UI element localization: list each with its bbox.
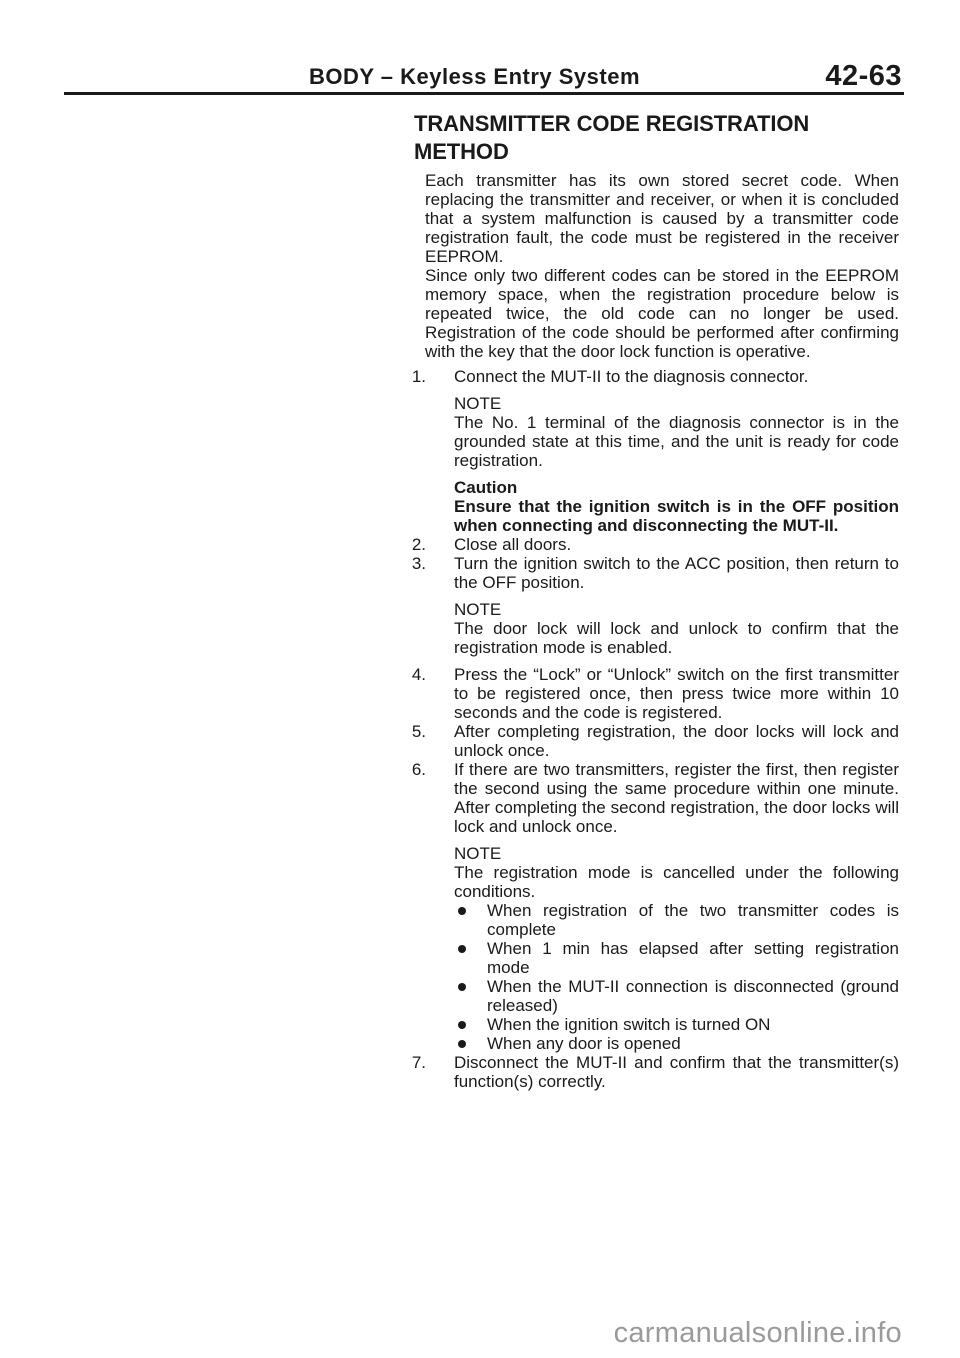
bullet-icon [458,907,466,915]
step-number: 3. [411,554,426,573]
bullet-icon [458,1040,466,1048]
caution-label: Caution [454,478,518,497]
section-title: TRANSMITTER CODE REGISTRATION METHOD [414,111,810,164]
step-text: Disconnect the MUT-II and confirm that the transmitter(s) function(s) correctly. [454,1053,899,1091]
step-number: 5. [411,722,426,741]
content-column [411,110,899,1091]
step-3 [411,554,899,592]
step-7 [411,1053,899,1091]
step-number: 2. [411,535,426,554]
step-4 [411,665,899,722]
bullet-icon [458,983,466,991]
step-text: Connect the MUT-II to the diagnosis connector. [454,367,809,386]
intro-paragraph-1: Each transmitter has its own stored secret code. When replacing the transmitter and receiver, or when it is concluded that a system malfunction is caused by a transmitter code registration fault, the code must be registered in the receiver EEPROM. [425,171,899,266]
note-2-text: The door lock will lock and unlock to confirm that the registration mode is enabled. [454,619,899,657]
step-6 [411,760,899,836]
note-1-label: NOTE [454,394,502,413]
step-text: Turn the ignition switch to the ACC position, then return to the OFF position. [454,554,899,592]
step-text: If there are two transmitters, register the first, then register the second using the same procedure within one minute. After completing the second registration, the door locks will lock and unlock once. [454,760,899,836]
note-3-text: The registration mode is cancelled under the following conditions. [454,863,899,901]
step-text: Press the “Lock” or “Unlock” switch on the first transmitter to be registered once, then press twice more within 10 seconds and the code is registered. [454,665,899,722]
watermark: carmanualsonline.info [613,1317,902,1349]
step-number: 6. [411,760,426,779]
step-1 [411,367,899,386]
step-5 [411,722,899,760]
step-2 [411,535,899,554]
header-rule [64,92,904,95]
step-number: 7. [411,1053,426,1072]
step-text: After completing registration, the door locks will lock and unlock once. [454,722,899,760]
header-title: BODY – Keyless Entry System [309,64,641,89]
list-item: When registration of the two transmitter codes is complete [454,901,899,939]
list-item: When the MUT-II connection is disconnected (ground released) [454,977,899,1015]
list-item: When the ignition switch is turned ON [454,1015,899,1034]
caution-text: Ensure that the ignition switch is in the OFF position when connecting and disconnecting the MUT-II. [454,497,899,535]
list-item: When 1 min has elapsed after setting registration mode [454,939,899,977]
note-2-label: NOTE [454,600,502,619]
bullet-icon [458,945,466,953]
note-1-text: The No. 1 terminal of the diagnosis connector is in the grounded state at this time, and the unit is ready for code registration. [454,413,899,470]
list-item: When any door is opened [454,1034,899,1053]
page-header [64,62,904,96]
bullet-icon [458,1021,466,1029]
note-3-label: NOTE [454,844,502,863]
step-text: Close all doors. [454,535,572,554]
step-number: 1. [411,367,426,386]
page-number: 42-63 [825,60,902,92]
step-number: 4. [411,665,426,684]
intro-paragraph-2: Since only two different codes can be stored in the EEPROM memory space, when the registration procedure below is repeated twice, the old code can no longer be used. Registration of the code should be performed after confirming with the key that the door lock function is operative. [425,266,899,361]
